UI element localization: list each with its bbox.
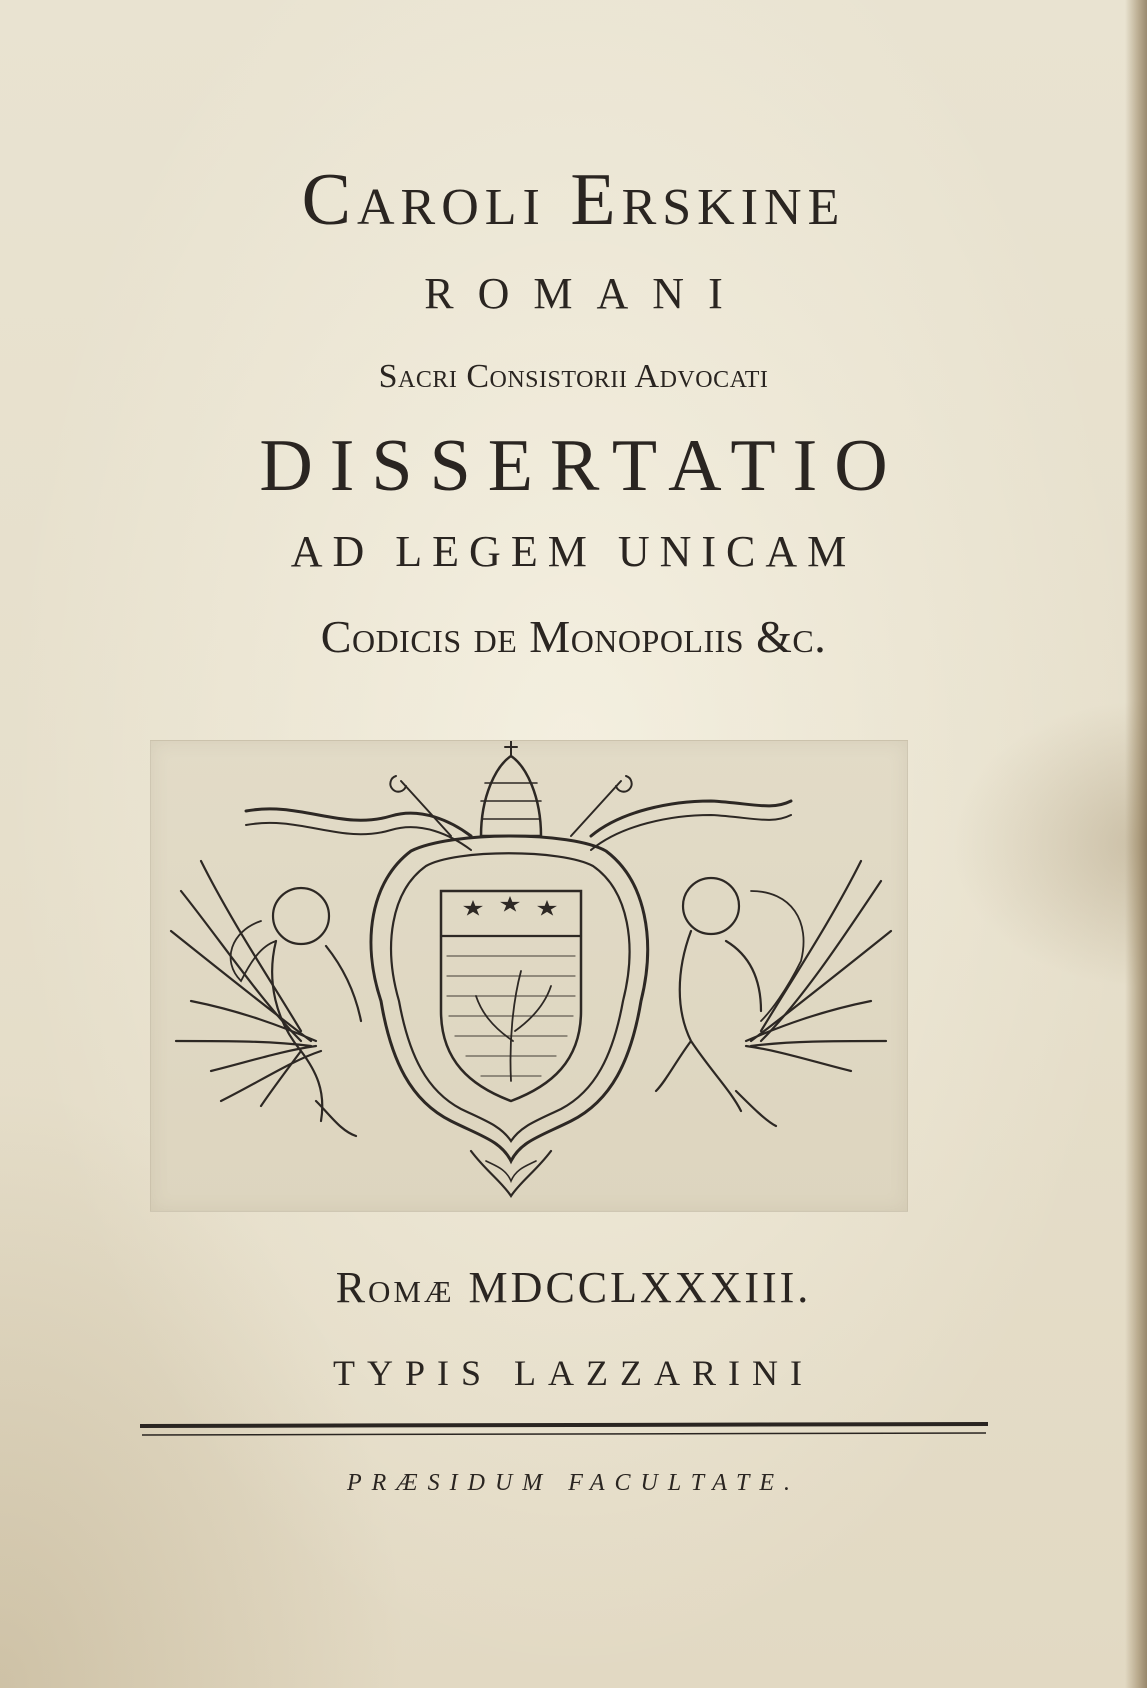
subject-line-1: AD LEGEM UNICAM	[290, 527, 857, 576]
subject-line-2: Codicis de Monopoliis &c.	[320, 611, 827, 662]
page-edge-shadow	[1125, 0, 1147, 1688]
license-line: PRÆSIDUM FACULTATE.	[346, 1470, 801, 1496]
imprint-place-date: Romæ MDCCLXXXIII.	[335, 1263, 812, 1312]
double-rule-divider	[140, 1420, 988, 1440]
work-title: DISSERTATIO	[259, 425, 905, 507]
author-origin: ROMANI	[424, 269, 747, 318]
author-name: Caroli Erskine	[301, 159, 846, 241]
coat-of-arms-vignette	[150, 740, 908, 1212]
author-office: Sacri Consistorii Advocati	[378, 358, 769, 395]
papal-coat-of-arms-with-cherubs-icon	[151, 741, 907, 1211]
imprint-printer: TYPIS LAZZARINI	[333, 1353, 814, 1393]
